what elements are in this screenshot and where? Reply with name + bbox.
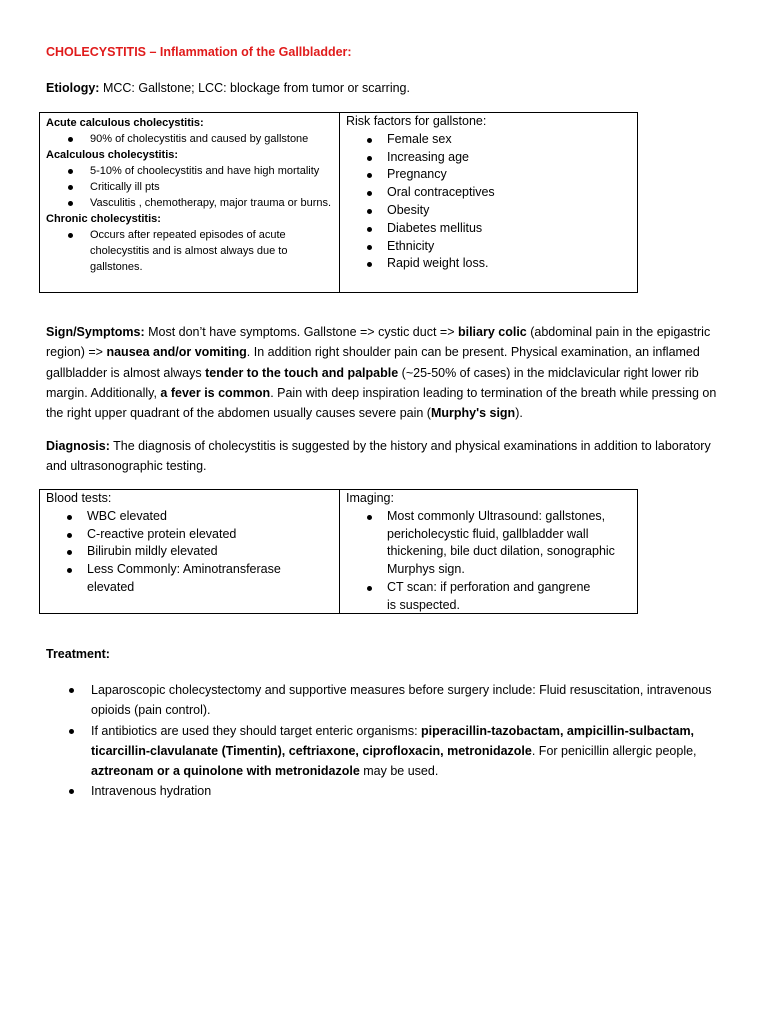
acalculous-list <box>46 163 338 211</box>
list-item: Bilirubin mildly elevated <box>46 543 336 561</box>
treatment-bold: piperacillin-tazobactam, ampicillin-sulbactam, ticarcillin-clavulanate (Timentin), ceftriaxone, ciprofloxacin, metronidazole <box>91 723 695 758</box>
list-item: 90% of cholecystitis and caused by gallstone <box>46 131 338 147</box>
etiology-line <box>46 81 410 95</box>
diagnosis-text: The diagnosis of cholecystitis is suggested by the history and physical examinations in addition to laboratory and ultrasonographic testing. <box>46 439 711 474</box>
acute-header: Acute calculous cholecystitis: <box>46 117 204 129</box>
signs-bold: Murphy's sign <box>430 406 516 421</box>
signs-bold: biliary colic <box>457 325 527 339</box>
signs-text: . In addition right shoulder pain can be present. Physical examination, an inflamed gallbladder is almost always <box>46 345 700 380</box>
treatment-heading: Treatment: <box>46 647 110 661</box>
etiology-label: Etiology: <box>46 81 100 95</box>
list-item: Oral contraceptives <box>346 184 631 202</box>
list-item: Less Commonly: Aminotransferase elevated <box>46 561 336 597</box>
list-item: CT scan: if perforation and gangrene is suspected. <box>346 579 631 615</box>
signs-bold: tender to the touch and palpable <box>205 365 399 380</box>
treatment-list <box>46 680 726 802</box>
cholecystitis-types-cell <box>46 115 338 292</box>
list-item: 5-10% of choolecystitis and have high mortality <box>46 163 338 179</box>
list-item: Most commonly Ultrasound: gallstones, pericholecystic fluid, gallbladder wall thickening, bile duct dilation, sonographic Murphys sign. <box>346 508 631 579</box>
list-item: WBC elevated <box>46 508 336 526</box>
signs-text: (~25-50% of cases) in the midclavicular right lower rib margin. Additionally, <box>46 365 699 400</box>
risk-factors-list <box>346 131 631 273</box>
page-title: CHOLECYSTITIS – Inflammation of the Gallbladder: <box>46 45 352 59</box>
diagnosis-label: Diagnosis: <box>46 439 110 453</box>
imaging-list <box>346 508 631 615</box>
treatment-text: . For penicillin allergic people, <box>531 743 697 758</box>
signs-bold: a fever is common <box>160 385 271 400</box>
list-item: Intravenous hydration <box>46 781 726 801</box>
acute-list <box>46 131 338 147</box>
signs-text: . Pain with deep inspiration leading to termination of the breath while pressing on the right upper quadrant of the abdomen usually causes severe pain ( <box>46 385 717 421</box>
signs-text: ). <box>515 406 523 421</box>
treatment-label <box>46 647 110 661</box>
classification-table <box>39 112 638 293</box>
tests-table <box>39 489 638 614</box>
list-item: Increasing age <box>346 149 631 167</box>
list-item: Female sex <box>346 131 631 149</box>
list-item: Obesity <box>346 202 631 220</box>
imaging-cell <box>346 490 631 613</box>
list-item: Vasculitis , chemotherapy, major trauma or burns. <box>46 195 338 211</box>
treatment-text: may be used. <box>359 764 439 779</box>
list-item: Ethnicity <box>346 238 631 256</box>
signs-text: Most don’t have symptoms. Gallstone => cystic duct => <box>144 325 458 339</box>
signs-bold: nausea and/or vomiting <box>106 345 247 360</box>
list-item <box>46 721 726 782</box>
blood-tests-list <box>46 508 336 597</box>
list-item: Rapid weight loss. <box>346 255 631 273</box>
list-item: Occurs after repeated episodes of acute cholecystitis and is almost always due to gallstones. <box>46 227 338 275</box>
blood-tests-header: Blood tests: <box>46 491 112 505</box>
signs-text: (abdominal pain in the epigastric region) => <box>46 325 711 360</box>
list-item: C-reactive protein elevated <box>46 526 336 544</box>
imaging-header: Imaging: <box>346 491 394 505</box>
treatment-text: If antibiotics are used they should target enteric organisms: <box>91 723 422 738</box>
blood-tests-cell <box>46 490 336 613</box>
treatment-bold: aztreonam or a quinolone with metronidazole <box>91 764 360 779</box>
etiology-text: MCC: Gallstone; LCC: blockage from tumor or scarring. <box>99 81 410 95</box>
signs-label: Sign/Symptoms: <box>46 325 145 339</box>
list-item: Critically ill pts <box>46 179 338 195</box>
acalculous-header: Acalculous cholecystitis: <box>46 149 179 161</box>
diagnosis-paragraph <box>46 436 726 477</box>
signs-paragraph <box>46 322 726 423</box>
chronic-header: Chronic cholecystitis: <box>46 213 161 225</box>
list-item: Diabetes mellitus <box>346 220 631 238</box>
list-item: Laparoscopic cholecystectomy and supportive measures before surgery include: Fluid resuscitation, intravenous opioids (pain control). <box>46 680 726 721</box>
risk-factors-header: Risk factors for gallstone: <box>346 114 487 128</box>
list-item: Pregnancy <box>346 166 631 184</box>
risk-factors-cell <box>346 113 631 292</box>
chronic-list <box>46 227 338 275</box>
